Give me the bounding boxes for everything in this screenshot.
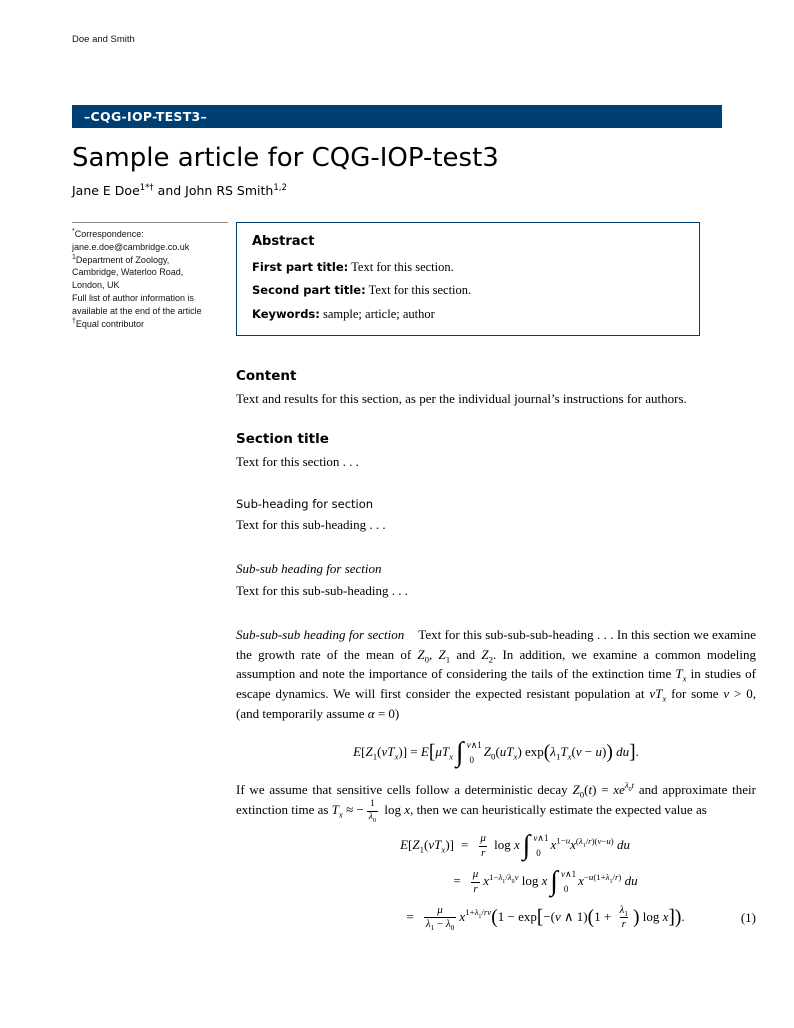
equation-lhs: $E[Z_1(vT_x)]$ [400, 837, 454, 855]
equation-rhs: $\frac{\mu}{\lambda_1 - \lambda_0}$ $x^{1+\lambda_1/rv}(1 - \exp[-(v$ ∧ 1)(1 + $\frac{\lambda_1}{r}$ ) log x]). [425, 904, 685, 933]
abstract-heading: Abstract [252, 234, 315, 250]
abstract-keywords [252, 306, 684, 322]
heading-sub: Sub-heading for section [236, 497, 374, 512]
equation-row [236, 868, 756, 896]
article-title: Sample article for CQG-IOP-test3 [72, 143, 499, 173]
subsubsub-paragraph [236, 625, 756, 724]
equation-number: (1) [740, 909, 756, 925]
equal-contributor-line: †Equal contributor [72, 318, 144, 330]
equation-rhs: $\frac{\mu}{r}$ log x ∫ v∧1 0 $x^{1-u}x^{(\lambda_1/r)(v-u)}$ du [480, 830, 630, 862]
keywords-label: Keywords: [252, 306, 320, 321]
equation-rhs: $\frac{\mu}{r}$ $x^{1-\lambda_1/\lambda_0v}$ log x ∫ v∧1 0 $x^{-u(1+\lambda_1/r)}$ du [472, 866, 638, 898]
display-equation-1: $E[Z_1(vT_x)] = E[\mu T_x$ ∫ v∧1 0 $Z_0(uT_x) \exp(\lambda_1T_x(v - u))$ du]. [353, 736, 639, 768]
affiliation-line: $^1$Department of Zoology, Cambridge, Waterloo Road, London, UK [72, 254, 184, 290]
correspondence-line: *Correspondence: jane.e.doe@cambridge.co.uk [72, 228, 190, 252]
estimate-paragraph: If we assume that sensitive cells follow a deterministic decay $Z_0(t) = xe^{\lambda_0t}$ and approximate their extinction time as $T_x$ ≈ − $\frac{1}{\lambda_0}$ log x, then we can heuristically estimate the expected value as [236, 780, 756, 824]
equation-row [236, 904, 756, 931]
main-column [236, 368, 756, 932]
keywords-text: sample; article; author [323, 306, 435, 321]
author-info-line: Full list of author information is available at the end of the article [72, 293, 202, 316]
equals-sign: = [406, 908, 414, 924]
subsubsub-text: Text for this sub-sub-sub-heading . . . In this section we examine the growth rate of the mean of $Z_0$, $Z_1$ and $Z_2$. In addition, we examine a common modeling assumption and note the importance of considering the tails of the extinction time $T_x$ in studies of escape dynamics. We will first consider the expected resistant population at $vT_x$ for some v > 0, (and temporarily assume α = 0) [236, 626, 756, 721]
abstract-item-label: First part title: [252, 260, 349, 275]
correspondence-note [72, 222, 228, 331]
abstract-item-label: Second part title: [252, 283, 366, 298]
journal-banner: –CQG-IOP-TEST3– [72, 105, 722, 128]
abstract-item [252, 282, 684, 298]
abstract-item [252, 259, 684, 275]
section-paragraph: Text for this section . . . [236, 453, 359, 469]
subsub-paragraph: Text for this sub-sub-heading . . . [236, 583, 409, 599]
info-row [72, 222, 756, 336]
equation-array [236, 832, 756, 931]
heading-section-title: Section title [236, 430, 329, 447]
equals-sign: = [460, 837, 469, 853]
content-paragraph: Text and results for this section, as per the individual journal’s instructions for authors. [236, 390, 687, 406]
equals-sign: = [453, 873, 461, 889]
heading-subsubsub: Sub-sub-sub heading for section [236, 626, 405, 642]
abstract-item-text: Text for this section. [368, 283, 472, 298]
heading-content: Content [236, 367, 297, 384]
author-line: Jane E Doe$^{1*\dagger}$ and John RS Smith$^{1,2}$ [72, 183, 287, 199]
sub-paragraph: Text for this sub-heading . . . [236, 517, 386, 533]
running-head: Doe and Smith [72, 34, 135, 45]
abstract-box [236, 222, 700, 336]
abstract-item-text: Text for this section. [351, 260, 454, 275]
heading-subsub: Sub-sub heading for section [236, 561, 382, 577]
equation-row [236, 832, 756, 860]
